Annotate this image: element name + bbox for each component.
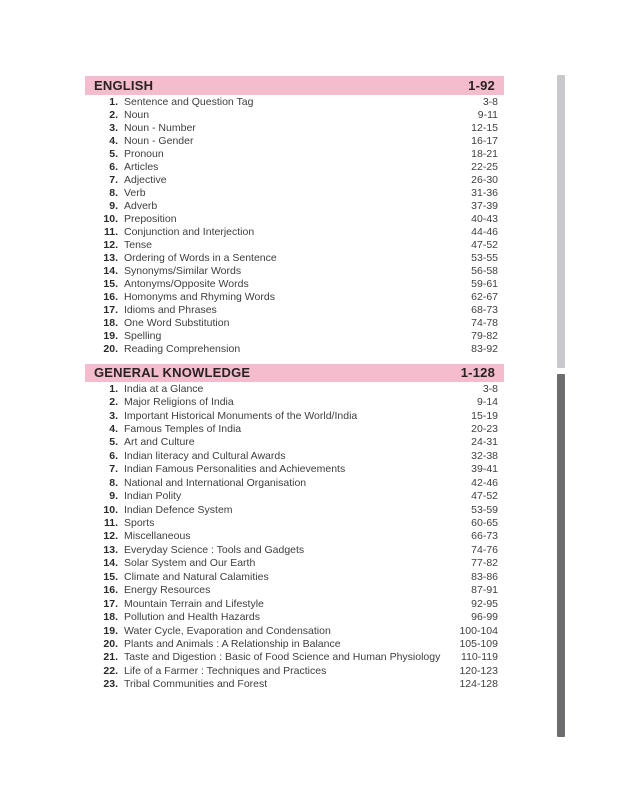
item-number: 5. bbox=[109, 436, 118, 449]
item-pages: 96-99 bbox=[471, 611, 498, 624]
item-title: Indian Defence System bbox=[124, 503, 233, 516]
toc-row bbox=[85, 317, 504, 330]
item-title: Homonyms and Rhyming Words bbox=[124, 291, 275, 304]
item-number: 9. bbox=[109, 490, 118, 503]
item-title: Indian Polity bbox=[124, 490, 182, 503]
item-number: 3. bbox=[109, 409, 118, 422]
toc-row bbox=[85, 134, 504, 147]
item-title: Tribal Communities and Forest bbox=[124, 678, 268, 691]
item-number: 6. bbox=[109, 449, 118, 462]
item-pages: 53-59 bbox=[471, 503, 498, 516]
toc-row bbox=[85, 239, 504, 252]
toc-row bbox=[85, 212, 504, 225]
toc-row bbox=[85, 121, 504, 134]
toc-row bbox=[85, 409, 504, 422]
toc-section-general-knowledge bbox=[85, 364, 504, 691]
item-pages: 66-73 bbox=[471, 530, 498, 543]
section-rows bbox=[85, 95, 504, 356]
item-number: 14. bbox=[103, 557, 118, 570]
toc-row bbox=[85, 95, 504, 108]
item-number: 4. bbox=[109, 134, 118, 147]
toc-row bbox=[85, 651, 504, 664]
toc-row bbox=[85, 597, 504, 610]
item-title: Sentence and Question Tag bbox=[124, 95, 254, 108]
item-title: Art and Culture bbox=[124, 436, 195, 449]
item-number: 15. bbox=[103, 278, 118, 291]
item-pages: 105-109 bbox=[459, 637, 498, 650]
item-pages: 62-67 bbox=[471, 291, 498, 304]
toc-row bbox=[85, 489, 504, 502]
item-number: 8. bbox=[109, 476, 118, 489]
item-title: Important Historical Monuments of the World/India bbox=[124, 409, 358, 422]
item-pages: 31-36 bbox=[471, 186, 498, 199]
toc-row bbox=[85, 252, 504, 265]
toc-row bbox=[85, 449, 504, 462]
toc-row bbox=[85, 186, 504, 199]
item-number: 1. bbox=[109, 382, 118, 395]
item-number: 20. bbox=[103, 637, 118, 650]
toc-row bbox=[85, 503, 504, 516]
toc-row bbox=[85, 382, 504, 395]
page-edge-bar-dark bbox=[557, 374, 565, 737]
section-title: ENGLISH bbox=[94, 78, 154, 93]
item-title: Famous Temples of India bbox=[124, 422, 242, 435]
item-number: 2. bbox=[109, 108, 118, 121]
page-edge-bar-light bbox=[557, 75, 565, 368]
item-pages: 3-8 bbox=[482, 95, 498, 108]
item-title: India at a Glance bbox=[124, 382, 204, 395]
toc-row bbox=[85, 291, 504, 304]
toc-row bbox=[85, 225, 504, 238]
item-number: 15. bbox=[103, 570, 118, 583]
toc-row bbox=[85, 610, 504, 623]
item-title: Indian literacy and Cultural Awards bbox=[124, 449, 286, 462]
item-pages: 47-52 bbox=[471, 490, 498, 503]
section-rows bbox=[85, 382, 504, 691]
item-title: One Word Substitution bbox=[124, 317, 230, 330]
item-title: Articles bbox=[124, 160, 159, 173]
toc-row bbox=[85, 436, 504, 449]
item-number: 9. bbox=[109, 199, 118, 212]
item-title: Plants and Animals : A Relationship in Balance bbox=[124, 637, 341, 650]
item-title: Climate and Natural Calamities bbox=[124, 570, 269, 583]
item-title: Adjective bbox=[124, 173, 167, 186]
item-pages: 74-78 bbox=[471, 317, 498, 330]
item-number: 6. bbox=[109, 160, 118, 173]
item-pages: 39-41 bbox=[471, 463, 498, 476]
toc-row bbox=[85, 160, 504, 173]
item-title: Energy Resources bbox=[124, 584, 211, 597]
item-pages: 22-25 bbox=[471, 160, 498, 173]
toc-row bbox=[85, 543, 504, 556]
toc-row bbox=[85, 557, 504, 570]
item-number: 18. bbox=[103, 611, 118, 624]
item-title: Noun bbox=[124, 108, 150, 121]
section-header bbox=[85, 76, 504, 95]
item-pages: 79-82 bbox=[471, 330, 498, 343]
item-pages: 100-104 bbox=[459, 624, 498, 637]
item-pages: 32-38 bbox=[471, 449, 498, 462]
toc-row bbox=[85, 570, 504, 583]
toc-row bbox=[85, 516, 504, 529]
toc-row bbox=[85, 584, 504, 597]
toc-row bbox=[85, 304, 504, 317]
item-pages: 77-82 bbox=[471, 557, 498, 570]
item-number: 23. bbox=[103, 678, 118, 691]
item-number: 22. bbox=[103, 664, 118, 677]
item-title: Ordering of Words in a Sentence bbox=[124, 252, 277, 265]
item-number: 10. bbox=[103, 503, 118, 516]
toc-row bbox=[85, 624, 504, 637]
item-title: Tense bbox=[124, 239, 153, 252]
item-title: Noun - Gender bbox=[124, 134, 194, 147]
item-number: 5. bbox=[109, 147, 118, 160]
item-number: 12. bbox=[103, 239, 118, 252]
item-title: Solar System and Our Earth bbox=[124, 557, 256, 570]
item-pages: 60-65 bbox=[471, 517, 498, 530]
item-title: Everyday Science : Tools and Gadgets bbox=[124, 543, 305, 556]
toc-row bbox=[85, 530, 504, 543]
item-pages: 110-119 bbox=[461, 651, 498, 664]
item-pages: 92-95 bbox=[471, 597, 498, 610]
item-pages: 74-76 bbox=[471, 543, 498, 556]
item-number: 7. bbox=[109, 173, 118, 186]
item-number: 17. bbox=[103, 304, 118, 317]
item-pages: 42-46 bbox=[471, 476, 498, 489]
item-pages: 24-31 bbox=[471, 436, 498, 449]
toc-row bbox=[85, 147, 504, 160]
item-pages: 87-91 bbox=[471, 584, 498, 597]
item-number: 4. bbox=[109, 422, 118, 435]
item-pages: 83-86 bbox=[471, 570, 498, 583]
item-title: Idioms and Phrases bbox=[124, 304, 217, 317]
item-number: 20. bbox=[103, 343, 118, 356]
item-pages: 26-30 bbox=[471, 173, 498, 186]
item-title: Water Cycle, Evaporation and Condensation bbox=[124, 624, 331, 637]
item-pages: 44-46 bbox=[471, 225, 498, 238]
item-pages: 15-19 bbox=[471, 409, 498, 422]
item-number: 21. bbox=[103, 651, 118, 664]
item-number: 1. bbox=[109, 95, 118, 108]
item-pages: 9-11 bbox=[477, 108, 498, 121]
toc-row bbox=[85, 422, 504, 435]
item-number: 2. bbox=[109, 396, 118, 409]
section-page-range: 1-128 bbox=[460, 365, 495, 381]
item-number: 17. bbox=[103, 597, 118, 610]
item-number: 11. bbox=[103, 517, 118, 530]
toc-row bbox=[85, 664, 504, 677]
toc-row bbox=[85, 678, 504, 691]
item-number: 19. bbox=[103, 330, 118, 343]
item-title: Mountain Terrain and Lifestyle bbox=[124, 597, 264, 610]
item-title: National and International Organisation bbox=[124, 476, 307, 489]
item-title: Indian Famous Personalities and Achievements bbox=[124, 463, 346, 476]
item-number: 8. bbox=[109, 186, 118, 199]
section-header bbox=[85, 364, 504, 382]
item-pages: 16-17 bbox=[471, 134, 498, 147]
item-number: 16. bbox=[103, 584, 118, 597]
item-number: 19. bbox=[103, 624, 118, 637]
toc-row bbox=[85, 395, 504, 408]
toc-row bbox=[85, 343, 504, 356]
item-title: Reading Comprehension bbox=[124, 343, 241, 356]
item-title: Spelling bbox=[124, 330, 162, 343]
item-number: 18. bbox=[103, 317, 118, 330]
toc-row bbox=[85, 463, 504, 476]
toc-row bbox=[85, 199, 504, 212]
item-pages: 47-52 bbox=[471, 239, 498, 252]
section-title: GENERAL KNOWLEDGE bbox=[94, 365, 251, 381]
toc-row bbox=[85, 108, 504, 121]
item-pages: 53-55 bbox=[471, 252, 498, 265]
item-pages: 18-21 bbox=[471, 147, 498, 160]
item-number: 7. bbox=[109, 463, 118, 476]
toc-row bbox=[85, 637, 504, 650]
item-pages: 40-43 bbox=[471, 212, 498, 225]
item-title: Miscellaneous bbox=[124, 530, 191, 543]
item-number: 11. bbox=[103, 225, 118, 238]
item-pages: 124-128 bbox=[459, 678, 498, 691]
item-title: Conjunction and Interjection bbox=[124, 225, 255, 238]
section-page-range: 1-92 bbox=[468, 78, 495, 93]
item-number: 12. bbox=[103, 530, 118, 543]
item-number: 13. bbox=[103, 543, 118, 556]
item-number: 13. bbox=[103, 252, 118, 265]
toc bbox=[85, 76, 504, 691]
item-pages: 59-61 bbox=[471, 278, 498, 291]
toc-row bbox=[85, 476, 504, 489]
item-pages: 37-39 bbox=[471, 199, 498, 212]
item-number: 14. bbox=[103, 265, 118, 278]
toc-section-english bbox=[85, 76, 504, 356]
item-pages: 120-123 bbox=[459, 664, 498, 677]
item-number: 3. bbox=[109, 121, 118, 134]
item-pages: 56-58 bbox=[471, 265, 498, 278]
item-title: Major Religions of India bbox=[124, 396, 234, 409]
item-pages: 3-8 bbox=[482, 382, 498, 395]
item-pages: 83-92 bbox=[471, 343, 498, 356]
toc-row bbox=[85, 265, 504, 278]
toc-row bbox=[85, 173, 504, 186]
toc-row bbox=[85, 278, 504, 291]
item-title: Preposition bbox=[124, 212, 177, 225]
item-number: 10. bbox=[103, 212, 118, 225]
item-title: Taste and Digestion : Basic of Food Science and Human Physiology bbox=[124, 651, 441, 664]
item-title: Sports bbox=[124, 517, 155, 530]
item-title: Synonyms/Similar Words bbox=[124, 265, 242, 278]
item-pages: 12-15 bbox=[471, 121, 498, 134]
item-title: Life of a Farmer : Techniques and Practices bbox=[124, 664, 327, 677]
item-title: Pronoun bbox=[124, 147, 164, 160]
item-pages: 20-23 bbox=[471, 422, 498, 435]
item-title: Verb bbox=[124, 186, 146, 199]
item-number: 16. bbox=[103, 291, 118, 304]
item-pages: 68-73 bbox=[471, 304, 498, 317]
item-title: Pollution and Health Hazards bbox=[124, 611, 260, 624]
item-pages: 9-14 bbox=[476, 396, 498, 409]
item-title: Antonyms/Opposite Words bbox=[124, 278, 249, 291]
item-title: Adverb bbox=[124, 199, 158, 212]
toc-row bbox=[85, 330, 504, 343]
item-title: Noun - Number bbox=[124, 121, 196, 134]
